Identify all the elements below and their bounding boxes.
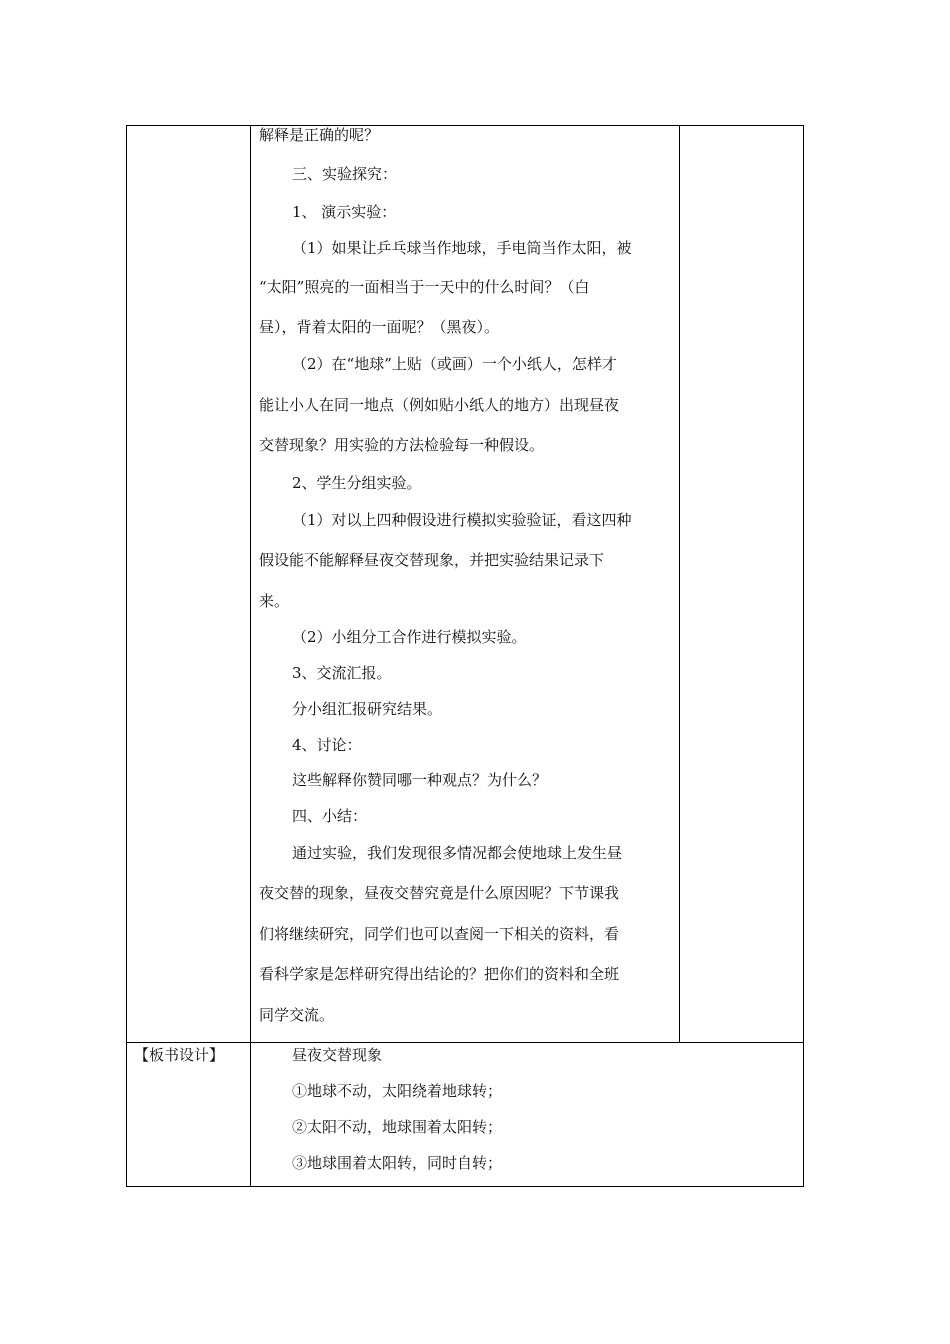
content-line: 来。 bbox=[259, 592, 290, 610]
content-line: 解释是正确的呢？ bbox=[259, 126, 380, 144]
step-heading: 2、学生分组实验。 bbox=[292, 474, 422, 492]
content-line: 看科学家是怎样研究得出结论的？把你们的资料和全班 bbox=[259, 965, 620, 983]
content-line: 夜交替的现象，昼夜交替究竟是什么原因呢？下节课我 bbox=[259, 884, 620, 902]
table-divider-left bbox=[250, 125, 251, 1187]
step-heading: 3、交流汇报。 bbox=[292, 664, 392, 682]
content-line: 通过实验，我们发现很多情况都会使地球上发生昼 bbox=[292, 844, 623, 862]
content-line: 同学交流。 bbox=[259, 1006, 335, 1024]
content-line: （1）对以上四种假设进行模拟实验验证，看这四种 bbox=[292, 511, 632, 529]
content-line: （2）小组分工合作进行模拟实验。 bbox=[292, 628, 527, 646]
table-divider-right bbox=[679, 125, 680, 1042]
board-title: 昼夜交替现象 bbox=[292, 1046, 383, 1064]
table-row-divider bbox=[126, 1042, 804, 1043]
content-line: 们将继续研究，同学们也可以查阅一下相关的资料，看 bbox=[259, 925, 620, 943]
board-item: ①地球不动，太阳绕着地球转； bbox=[292, 1082, 503, 1100]
section-heading: 四、小结： bbox=[292, 807, 368, 825]
content-line: “太阳”照亮的一面相当于一天中的什么时间？（白 bbox=[259, 278, 590, 296]
board-item: ②太阳不动，地球围着太阳转； bbox=[292, 1118, 503, 1136]
step-heading: 1、 演示实验： bbox=[292, 203, 397, 221]
content-line: 能让小人在同一地点（例如贴小纸人的地方）出现昼夜 bbox=[259, 396, 620, 414]
content-line: 分小组汇报研究结果。 bbox=[292, 700, 443, 718]
content-line: 昼），背着太阳的一面呢？（黑夜）。 bbox=[259, 318, 500, 336]
board-item: ③地球围着太阳转，同时自转； bbox=[292, 1154, 503, 1172]
content-line: 这些解释你赞同哪一种观点？为什么？ bbox=[292, 771, 548, 789]
content-line: （2）在“地球”上贴（或画）一个小纸人，怎样才 bbox=[292, 355, 617, 373]
content-line: 假设能不能解释昼夜交替现象，并把实验结果记录下 bbox=[259, 551, 605, 569]
section-heading: 三、实验探究： bbox=[292, 165, 398, 183]
content-line: 交替现象？用实验的方法检验每一种假设。 bbox=[259, 436, 545, 454]
board-design-label: 【板书设计】 bbox=[134, 1046, 225, 1064]
step-heading: 4、讨论： bbox=[292, 736, 362, 754]
content-line: （1）如果让乒乓球当作地球，手电筒当作太阳，被 bbox=[292, 239, 632, 257]
